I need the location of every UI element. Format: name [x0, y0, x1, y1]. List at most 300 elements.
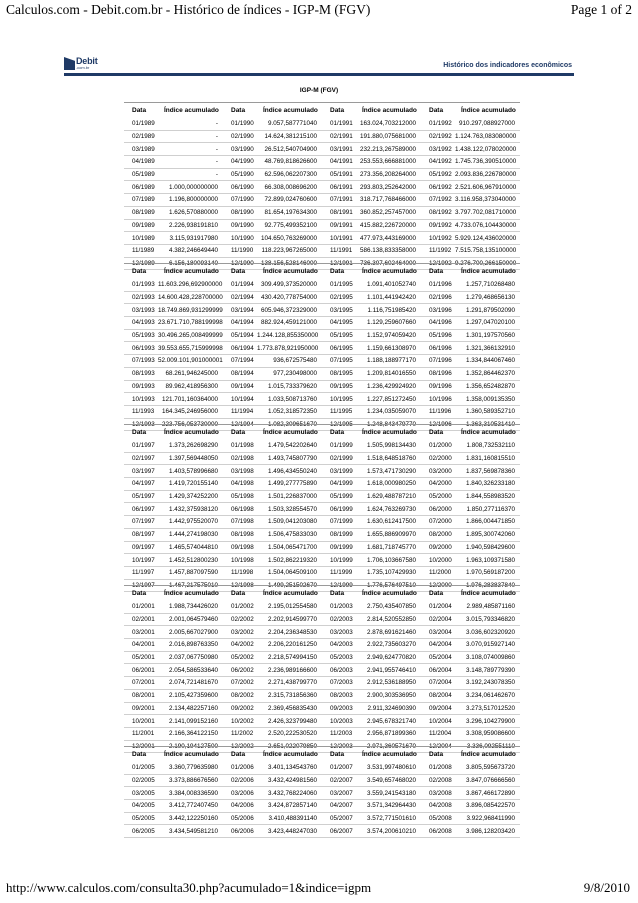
cell-index-value: 9.276.700,266150000 — [455, 257, 520, 270]
cell-index-value: 1.234,035059070 — [356, 405, 421, 418]
cell-index-value: 1.101,441942420 — [356, 291, 421, 304]
cell-index-value: 3.308,959086600 — [455, 727, 520, 740]
cell-index-value: 1.630,612417500 — [356, 516, 421, 529]
cell-index-value: 2.521.606,967910000 — [455, 181, 520, 194]
cell-date: 10/2000 — [421, 554, 455, 567]
table-row — [124, 329, 520, 342]
cell-index-value: 1.244.128,855350000 — [257, 329, 322, 342]
cell-index-value: 2.037,067750980 — [158, 651, 223, 664]
cell-date: 01/2004 — [421, 601, 455, 613]
cell-index-value: 1.358,009135350 — [455, 393, 520, 406]
cell-index-value: 2.134,482257160 — [158, 702, 223, 715]
cell-index-value: 2.271,438799770 — [257, 677, 322, 690]
table-header-row — [124, 747, 520, 762]
cell-date: 04/2006 — [223, 800, 257, 813]
cell-date: 01/1998 — [223, 440, 257, 452]
table-row — [124, 651, 520, 664]
cell-index-value: 3.434,549581210 — [158, 825, 223, 838]
cell-index-value: 1.279,468656130 — [455, 291, 520, 304]
cell-date: 12/1998 — [223, 579, 257, 592]
cell-index-value: 1.419,720155140 — [158, 478, 223, 491]
cell-index-value: 11.603.296,692900000 — [158, 279, 223, 291]
cell-index-value: 62.596,062207300 — [257, 168, 322, 181]
index-table-1989-1992 — [124, 102, 520, 270]
print-footer-date: 9/8/2010 — [583, 880, 630, 895]
cell-date: 04/1995 — [322, 317, 356, 330]
table-row — [124, 367, 520, 380]
cell-index-value: 3.896,085422570 — [455, 800, 520, 813]
cell-index-value: 121.701,160364000 — [158, 393, 223, 406]
cell-date: 05/1989 — [124, 168, 158, 181]
cell-date: 06/1990 — [223, 181, 257, 194]
table-row — [124, 342, 520, 355]
cell-index-value: 3.559,241543180 — [356, 787, 421, 800]
cell-index-value: 2.520,222530520 — [257, 727, 322, 740]
cell-date: 02/1992 — [421, 130, 455, 143]
cell-date: 12/1989 — [124, 257, 158, 270]
cell-date: 05/2004 — [421, 651, 455, 664]
cell-index-value: 1.502,862219320 — [257, 554, 322, 567]
cell-index-value: - — [158, 156, 223, 169]
logo-subtext: .com.br — [76, 65, 90, 70]
cell-date: 03/2002 — [223, 626, 257, 639]
cell-date: 08/1990 — [223, 206, 257, 219]
cell-date: 04/2008 — [421, 800, 455, 813]
cell-date: 02/1995 — [322, 291, 356, 304]
cell-index-value: 415.882,226720000 — [356, 219, 421, 232]
cell-index-value: 2.195,012554580 — [257, 601, 322, 613]
cell-index-value: 736.307,602464000 — [356, 257, 421, 270]
cell-index-value: 14.600.428,228700000 — [158, 291, 223, 304]
cell-index-value: 1.124.763,083080000 — [455, 130, 520, 143]
page-title: IGP-M (FGV) — [299, 87, 339, 94]
cell-date: 07/1995 — [322, 355, 356, 368]
table-row — [124, 156, 520, 169]
column-header-index: Índice acumulado — [362, 107, 417, 114]
cell-date: 01/1994 — [223, 279, 257, 291]
cell-date: 03/1993 — [124, 304, 158, 317]
cell-date: 11/1991 — [322, 244, 356, 257]
cell-date: 11/2002 — [223, 727, 257, 740]
cell-date: 04/1996 — [421, 317, 455, 330]
cell-date: 01/1993 — [124, 279, 158, 291]
cell-index-value: 1.248,843479770 — [356, 418, 421, 431]
cell-index-value: 1.493,745807790 — [257, 452, 322, 465]
cell-date: 10/1991 — [322, 232, 356, 245]
cell-date: 02/2004 — [421, 613, 455, 626]
column-header-date: Data — [429, 107, 444, 114]
cell-date: 03/2004 — [421, 626, 455, 639]
cell-date: 09/1997 — [124, 541, 158, 554]
cell-date: 09/1992 — [421, 219, 455, 232]
cell-date: 04/1994 — [223, 317, 257, 330]
table-row — [124, 490, 520, 503]
cell-date: 09/1995 — [322, 380, 356, 393]
column-header-date: Data — [330, 590, 345, 597]
cell-index-value: 1.227,851272450 — [356, 393, 421, 406]
cell-date: 04/1991 — [322, 156, 356, 169]
cell-date: 06/2006 — [223, 825, 257, 838]
table-row — [124, 689, 520, 702]
cell-date: 06/1999 — [322, 503, 356, 516]
cell-date: 04/2001 — [124, 639, 158, 652]
cell-index-value: 1.850,277116370 — [455, 503, 520, 516]
cell-date: 07/1993 — [124, 355, 158, 368]
cell-index-value: 3.336,092551110 — [455, 740, 520, 753]
cell-index-value: 3.423,448247030 — [257, 825, 322, 838]
cell-index-value: 1.403,578996680 — [158, 465, 223, 478]
cell-date: 07/2000 — [421, 516, 455, 529]
cell-index-value: 3.148,789779390 — [455, 664, 520, 677]
table-row — [124, 304, 520, 317]
cell-index-value: 52.009.101,901000001 — [158, 355, 223, 368]
cell-date: 06/1991 — [322, 181, 356, 194]
cell-date: 09/1991 — [322, 219, 356, 232]
table-row — [124, 194, 520, 207]
cell-index-value: 1.467,217575010 — [158, 579, 223, 592]
cell-date: 10/1990 — [223, 232, 257, 245]
cell-index-value: 1.116,751985420 — [356, 304, 421, 317]
cell-date: 12/1991 — [322, 257, 356, 270]
cell-date: 01/1997 — [124, 440, 158, 452]
table-row — [124, 380, 520, 393]
cell-index-value: 68.261,946245000 — [158, 367, 223, 380]
cell-date: 04/1997 — [124, 478, 158, 491]
cell-index-value: 3.115,931917980 — [158, 232, 223, 245]
table-header-row — [124, 103, 520, 118]
cell-date: 06/1993 — [124, 342, 158, 355]
cell-date: 11/2000 — [421, 566, 455, 579]
cell-date: 07/1989 — [124, 194, 158, 207]
cell-date: 03/2001 — [124, 626, 158, 639]
cell-index-value: 2.971,360571670 — [356, 740, 421, 753]
cell-date: 12/1999 — [322, 579, 356, 592]
cell-index-value: 1.432,375938120 — [158, 503, 223, 516]
cell-date: 05/1996 — [421, 329, 455, 342]
cell-index-value: 4.733.076,104430000 — [455, 219, 520, 232]
cell-date: 12/1997 — [124, 579, 158, 592]
cell-index-value: 26.512,540704900 — [257, 143, 322, 156]
cell-index-value: 1.776,576497510 — [356, 579, 421, 592]
cell-index-value: 1.334,844067460 — [455, 355, 520, 368]
cell-index-value: 92.775,499352100 — [257, 219, 322, 232]
cell-index-value: 9.057,587771040 — [257, 118, 322, 130]
table-row — [124, 130, 520, 143]
cell-index-value: 2.651,022079850 — [257, 740, 322, 753]
cell-date: 02/2007 — [322, 774, 356, 787]
cell-date: 12/1995 — [322, 418, 356, 431]
table-row — [124, 317, 520, 330]
cell-date: 12/1996 — [421, 418, 455, 431]
cell-index-value: 3.572,771501610 — [356, 812, 421, 825]
index-table-1993-1996 — [124, 263, 520, 431]
cell-index-value: 2.315,731856360 — [257, 689, 322, 702]
column-header-index: Índice acumulado — [263, 107, 318, 114]
cell-index-value: 1.573,471730290 — [356, 465, 421, 478]
column-header-index: Índice acumulado — [461, 751, 516, 758]
cell-date: 04/1992 — [421, 156, 455, 169]
cell-index-value: 1.352,864462370 — [455, 367, 520, 380]
table-header-row — [124, 586, 520, 601]
cell-date: 07/2002 — [223, 677, 257, 690]
cell-index-value: 2.941,955746410 — [356, 664, 421, 677]
cell-date: 04/2000 — [421, 478, 455, 491]
cell-index-value: 1.091,401052740 — [356, 279, 421, 291]
table-row — [124, 774, 520, 787]
cell-date: 07/1994 — [223, 355, 257, 368]
cell-date: 10/1993 — [124, 393, 158, 406]
cell-index-value: 1.681,718745770 — [356, 541, 421, 554]
column-header-date: Data — [132, 429, 147, 436]
cell-date: 03/2005 — [124, 787, 158, 800]
cell-index-value: 3.108,074009860 — [455, 651, 520, 664]
cell-index-value: 1.196,800000000 — [158, 194, 223, 207]
cell-index-value: 1.209,814016550 — [356, 367, 421, 380]
cell-date: 06/2003 — [322, 664, 356, 677]
table-row — [124, 355, 520, 368]
cell-date: 02/1990 — [223, 130, 257, 143]
cell-index-value: 3.574,200610210 — [356, 825, 421, 838]
index-table — [124, 425, 520, 592]
cell-date: 03/1996 — [421, 304, 455, 317]
cell-date: 03/1990 — [223, 143, 257, 156]
cell-date: 10/2004 — [421, 715, 455, 728]
column-header-index: Índice acumulado — [263, 268, 318, 275]
table-row — [124, 727, 520, 740]
cell-date: 10/1995 — [322, 393, 356, 406]
cell-index-value: 1.129,259607660 — [356, 317, 421, 330]
cell-index-value: 1.188,188977170 — [356, 355, 421, 368]
cell-date: 04/2002 — [223, 639, 257, 652]
cell-index-value: 3.360,779635980 — [158, 762, 223, 774]
cell-index-value: 2.074,721481670 — [158, 677, 223, 690]
cell-index-value: 1.518,648518760 — [356, 452, 421, 465]
cell-index-value: 3.432,768224060 — [257, 787, 322, 800]
cell-index-value: 882.924,459121000 — [257, 317, 322, 330]
cell-index-value: 2.054,586533640 — [158, 664, 223, 677]
cell-date: 12/2003 — [322, 740, 356, 753]
cell-date: 03/2006 — [223, 787, 257, 800]
cell-date: 01/1996 — [421, 279, 455, 291]
cell-index-value: 1.236,429924920 — [356, 380, 421, 393]
table-row — [124, 516, 520, 529]
cell-index-value: 3.296,104279900 — [455, 715, 520, 728]
cell-date: 01/1989 — [124, 118, 158, 130]
column-header-date: Data — [231, 751, 246, 758]
table-row — [124, 800, 520, 813]
cell-date: 06/1995 — [322, 342, 356, 355]
cell-date: 07/2004 — [421, 677, 455, 690]
column-header-index: Índice acumulado — [263, 590, 318, 597]
cell-date: 09/2001 — [124, 702, 158, 715]
cell-index-value: 605.946,372329000 — [257, 304, 322, 317]
cell-index-value: 1.465,574044810 — [158, 541, 223, 554]
cell-index-value: 1.499,251502670 — [257, 579, 322, 592]
cell-date: 08/2001 — [124, 689, 158, 702]
cell-index-value: 2.202,914599770 — [257, 613, 322, 626]
cell-date: 04/1999 — [322, 478, 356, 491]
cell-index-value: 318.717,768466000 — [356, 194, 421, 207]
cell-date: 12/1994 — [223, 418, 257, 431]
cell-date: 11/1994 — [223, 405, 257, 418]
cell-index-value: 1.506,475833030 — [257, 528, 322, 541]
cell-index-value: 1.000,000000000 — [158, 181, 223, 194]
cell-date: 05/2000 — [421, 490, 455, 503]
cell-date: 11/1995 — [322, 405, 356, 418]
cell-date: 06/1996 — [421, 342, 455, 355]
cell-index-value: 1.457,887097590 — [158, 566, 223, 579]
cell-date: 05/1998 — [223, 490, 257, 503]
column-header-index: Índice acumulado — [164, 751, 219, 758]
cell-date: 06/1998 — [223, 503, 257, 516]
cell-index-value: 2.218,574994150 — [257, 651, 322, 664]
column-header-index: Índice acumulado — [164, 107, 219, 114]
column-header-date: Data — [132, 107, 147, 114]
cell-index-value: 89.962,418956300 — [158, 380, 223, 393]
cell-index-value: 3.549,657468020 — [356, 774, 421, 787]
cell-date: 11/1996 — [421, 405, 455, 418]
cell-index-value: 2.093.836,226780000 — [455, 168, 520, 181]
column-header-index: Índice acumulado — [461, 590, 516, 597]
cell-date: 07/2001 — [124, 677, 158, 690]
cell-index-value: - — [158, 118, 223, 130]
cell-date: 02/1999 — [322, 452, 356, 465]
table-row — [124, 465, 520, 478]
column-header-date: Data — [330, 751, 345, 758]
cell-index-value: 6.156,180093140 — [158, 257, 223, 270]
cell-index-value: 138.156,528146000 — [257, 257, 322, 270]
column-header-index: Índice acumulado — [461, 107, 516, 114]
cell-index-value: 1.159,661308970 — [356, 342, 421, 355]
cell-index-value: 1.844,558983520 — [455, 490, 520, 503]
cell-index-value: 2.016,898763350 — [158, 639, 223, 652]
cell-date: 05/1990 — [223, 168, 257, 181]
cell-date: 03/1991 — [322, 143, 356, 156]
cell-index-value: 2.814,520552850 — [356, 613, 421, 626]
cell-index-value: 3.986,128203420 — [455, 825, 520, 838]
cell-date: 05/1995 — [322, 329, 356, 342]
cell-index-value: 3.847,076666560 — [455, 774, 520, 787]
cell-index-value: 232.213,267589000 — [356, 143, 421, 156]
cell-index-value: 1.363,310531410 — [455, 418, 520, 431]
cell-date: 12/1992 — [421, 257, 455, 270]
table-row — [124, 702, 520, 715]
index-table-2001-2004 — [124, 585, 520, 753]
table-row — [124, 168, 520, 181]
cell-date: 06/1997 — [124, 503, 158, 516]
cell-index-value: 1.504,064509100 — [257, 566, 322, 579]
table-row — [124, 541, 520, 554]
column-header-date: Data — [429, 751, 444, 758]
column-header-index: Índice acumulado — [263, 429, 318, 436]
cell-index-value: 1.438.122,078020000 — [455, 143, 520, 156]
cell-date: 10/1998 — [223, 554, 257, 567]
cell-index-value: 1.033,508713760 — [257, 393, 322, 406]
cell-index-value: 1.015,733379620 — [257, 380, 322, 393]
cell-date: 02/2001 — [124, 613, 158, 626]
cell-index-value: 1.301,197570560 — [455, 329, 520, 342]
cell-date: 12/2000 — [421, 579, 455, 592]
cell-index-value: 2.900,303536950 — [356, 689, 421, 702]
cell-date: 09/2003 — [322, 702, 356, 715]
table-row — [124, 181, 520, 194]
cell-index-value: 1.940,598429600 — [455, 541, 520, 554]
cell-date: 10/1989 — [124, 232, 158, 245]
cell-index-value: 586.138,833358000 — [356, 244, 421, 257]
column-header-date: Data — [132, 751, 147, 758]
table-header-row — [124, 264, 520, 279]
index-table-1997-2000 — [124, 424, 520, 592]
cell-index-value: 1.629,488787210 — [356, 490, 421, 503]
cell-date: 01/1990 — [223, 118, 257, 130]
index-table — [124, 747, 520, 838]
cell-index-value: 3.234,061462670 — [455, 689, 520, 702]
cell-index-value: 1.479,542202640 — [257, 440, 322, 452]
column-header-date: Data — [132, 590, 147, 597]
table-row — [124, 528, 520, 541]
table-row — [124, 393, 520, 406]
cell-date: 02/1991 — [322, 130, 356, 143]
cell-date: 01/2001 — [124, 601, 158, 613]
cell-index-value: 81.654,197634300 — [257, 206, 322, 219]
cell-date: 03/2007 — [322, 787, 356, 800]
cell-date: 01/1999 — [322, 440, 356, 452]
cell-index-value: 3.373,886676560 — [158, 774, 223, 787]
site-logo[interactable] — [64, 57, 104, 72]
cell-index-value: 1.082,309651670 — [257, 418, 322, 431]
cell-index-value: 39.553.655,715999998 — [158, 342, 223, 355]
cell-index-value: 1.504,065471700 — [257, 541, 322, 554]
cell-index-value: 2.141,099152160 — [158, 715, 223, 728]
cell-index-value: 163.024,703212000 — [356, 118, 421, 130]
column-header-index: Índice acumulado — [263, 751, 318, 758]
cell-index-value: 3.273,517012520 — [455, 702, 520, 715]
cell-date: 06/2007 — [322, 825, 356, 838]
cell-index-value: 3.116.958,373040000 — [455, 194, 520, 207]
print-header — [0, 0, 638, 20]
cell-date: 05/2005 — [124, 812, 158, 825]
index-table — [124, 264, 520, 431]
cell-date: 07/2003 — [322, 677, 356, 690]
cell-index-value: 2.204,236348530 — [257, 626, 322, 639]
cell-index-value: 1.360,589352710 — [455, 405, 520, 418]
cell-index-value: 118.223,967265000 — [257, 244, 322, 257]
cell-index-value: 2.922,735603270 — [356, 639, 421, 652]
cell-date: 03/1992 — [421, 143, 455, 156]
cell-index-value: 3.797.702,081710000 — [455, 206, 520, 219]
cell-date: 02/2002 — [223, 613, 257, 626]
cell-date: 03/1995 — [322, 304, 356, 317]
cell-index-value: 1.052,318572350 — [257, 405, 322, 418]
cell-date: 11/2003 — [322, 727, 356, 740]
cell-date: 03/1989 — [124, 143, 158, 156]
cell-date: 08/1994 — [223, 367, 257, 380]
cell-index-value: 910.297,088927000 — [455, 118, 520, 130]
cell-date: 03/2000 — [421, 465, 455, 478]
cell-index-value: 2.369,456835430 — [257, 702, 322, 715]
cell-date: 03/1998 — [223, 465, 257, 478]
cell-date: 04/2005 — [124, 800, 158, 813]
cell-index-value: 309.499,373520000 — [257, 279, 322, 291]
cell-date: 08/1998 — [223, 528, 257, 541]
cell-index-value: 2.750,435407850 — [356, 601, 421, 613]
table-row — [124, 639, 520, 652]
index-table — [124, 586, 520, 753]
cell-date: 11/2001 — [124, 727, 158, 740]
cell-date: 04/2004 — [421, 639, 455, 652]
cell-date: 05/1997 — [124, 490, 158, 503]
print-footer — [0, 878, 638, 898]
